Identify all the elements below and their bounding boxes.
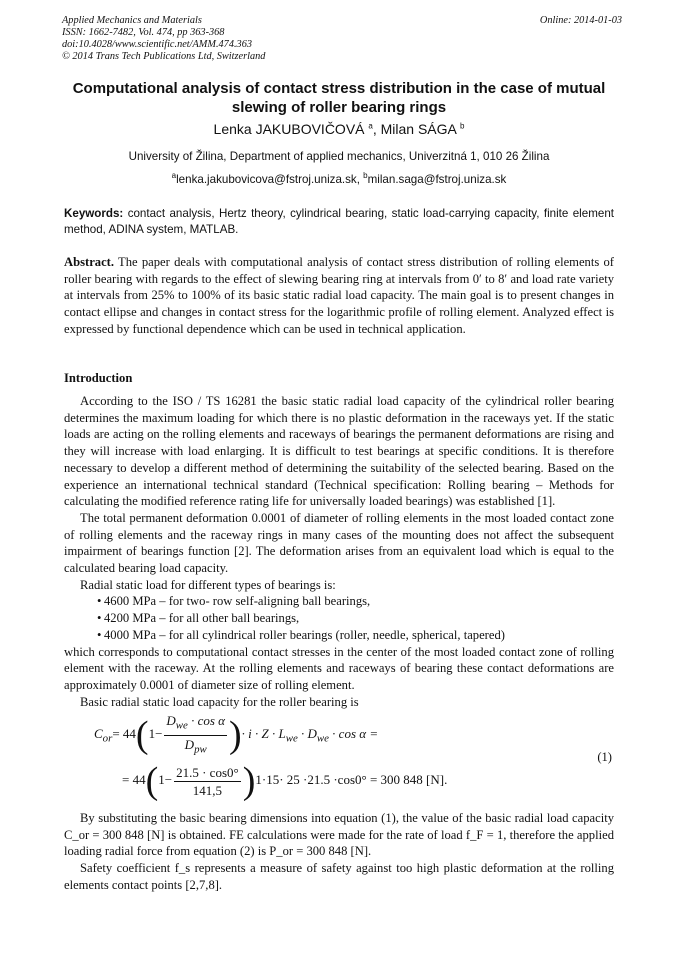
eq-text: · cos α	[187, 713, 225, 728]
eq-symbol: D	[166, 713, 176, 728]
eq-text: = 44	[112, 726, 136, 742]
equation-line-1	[94, 712, 378, 758]
email-superscript: a	[171, 171, 177, 180]
abstract-label: Abstract.	[64, 255, 115, 269]
post-equation-body	[64, 810, 614, 894]
left-paren-icon: (	[135, 714, 149, 757]
journal-header	[62, 15, 622, 63]
paragraph: which corresponds to computational contact stresses in the center of the most loaded contact zone of rolling element with the raceway. At the rolling elements and raceways of bearing these contact deformations are approximately 0.0001 of diameter size of rolling element.	[64, 644, 614, 692]
list-item-text: 4600 MPa – for two- row self-aligning ball bearings,	[104, 594, 371, 609]
copyright-line: © 2014 Trans Tech Publications Ltd, Switzerland	[62, 51, 266, 62]
eq-text: · i · Z · L	[241, 726, 286, 742]
bullet-list	[64, 593, 614, 643]
equation-line-2	[122, 762, 447, 800]
keywords	[64, 206, 614, 237]
eq-subscript: or	[102, 732, 113, 745]
paper-title: Computational analysis of contact stress distribution in the case of mutual slewing of roller bearing rings	[72, 80, 606, 116]
equation-1	[64, 712, 614, 812]
abstract-text: The paper deals with computational analysis of contact stress distribution of rolling elements of roller bearing with regards to the effect of slewing bearing ring at intervals from 0′ to 8′ and load rate variety at intervals from 25% to 100% of its basic static radial load capacity. The main goal is to present changes in contact ellipse and changes in contact stress for the logarithmic profile of rolling element. Analyzed effect is expressed by functional dependence which can be used in technical application.	[64, 255, 614, 336]
email-superscript: b	[363, 171, 368, 180]
list-item-text: 4000 MPa – for all cylindrical roller bearings (roller, needle, spherical, tapered)	[104, 627, 505, 642]
email-separator: ,	[356, 172, 364, 186]
eq-text: = 44	[122, 771, 146, 787]
eq-text: · D	[297, 726, 317, 742]
eq-fraction	[164, 712, 227, 758]
bullet-icon: •	[97, 611, 102, 626]
journal-name: Applied Mechanics and Materials	[62, 15, 202, 26]
affiliation: University of Žilina, Department of applied mechanics, Univerzitná 1, 010 26 Žilina	[128, 150, 550, 163]
paragraph: By substituting the basic bearing dimensions into equation (1), the value of the basic radial load capacity C_or = 300 848 [N] is obtained. FE calculations were made for the rate of load f_F = 1, therefore the applied loading radial force from equation (2) is P_or = 300 848 [N].	[64, 811, 614, 859]
online-date: Online: 2014-01-03	[539, 15, 622, 26]
equation-number: (1)	[597, 750, 612, 764]
bullet-icon: •	[97, 627, 102, 642]
author-superscript: a	[368, 121, 373, 131]
list-item	[64, 593, 614, 610]
doi-line: doi:10.4028/www.scientific.net/AMM.474.363	[62, 39, 252, 50]
email: milan.saga@fstroj.uniza.sk	[367, 172, 507, 186]
right-paren-icon: )	[228, 714, 242, 757]
keywords-text: contact analysis, Hertz theory, cylindrical bearing, static load-carrying capacity, finite element method, ADINA system, MATLAB.	[64, 207, 614, 236]
eq-symbol: C	[94, 726, 103, 742]
abstract	[64, 254, 614, 338]
author-name: Lenka JAKUBOVIČOVÁ	[213, 121, 365, 137]
eq-text: 1−	[148, 726, 163, 742]
list-item-text: 4200 MPa – for all other ball bearings,	[104, 611, 300, 626]
paragraph: Safety coefficient f_s represents a measure of safety against too high plastic deformation at the rolling elements contact points [2,7,8].	[64, 861, 614, 892]
eq-subscript: pw	[194, 743, 207, 756]
paragraph: According to the ISO / TS 16281 the basic static radial load capacity of the cylindrical roller bearing determines the maximum loading for which there is no plastic deformation in the raceways yet. If the static loads are acting on the rolling elements and raceways of bearings the permanent deformations are rising and they will increase with load enlarging. It is difficult to test bearings at specific conditions. It is therefore necessary to develop a different method of determining the suitability of the selected bearing. Based on the experience an international technical standard (Technical specification: Rolling bearing – Methods for calculating the modified reference rating life for universally loaded bearings) was established [1].	[64, 394, 614, 509]
right-paren-icon: )	[242, 760, 256, 802]
section-heading: Introduction	[64, 371, 133, 385]
eq-subscript: we	[285, 732, 298, 745]
eq-subscript: we	[175, 719, 188, 732]
eq-text: 1·15· 25 ·21.5 ·cos0° = 300 848 [N].	[255, 771, 448, 787]
paragraph: Radial static load for different types of bearings is:	[80, 577, 336, 592]
introduction-body	[64, 393, 614, 710]
list-item	[64, 610, 614, 627]
author-emails	[62, 171, 616, 186]
eq-numerator: 21.5 · cos0°	[176, 764, 239, 780]
eq-symbol: D	[184, 736, 195, 752]
eq-denominator: 141,5	[192, 782, 223, 798]
list-item	[64, 627, 614, 644]
author-list	[62, 121, 616, 137]
email: lenka.jakubovicova@fstroj.uniza.sk	[176, 172, 357, 186]
issn-line: ISSN: 1662-7482, Vol. 474, pp 363-368	[62, 27, 225, 38]
author-name: Milan SÁGA	[380, 121, 457, 137]
left-paren-icon: (	[145, 760, 159, 802]
eq-subscript: we	[316, 732, 329, 745]
paragraph: Basic radial static load capacity for the roller bearing is	[80, 694, 359, 709]
paragraph: The total permanent deformation 0.0001 of diameter of rolling elements in the most loaded contact zone of rolling elements and the raceway rings in many cases of the mounting does not affect the subsequent impairment of bearings function [2]. The deformation arises from an equivalent load which is equal to the calculated bearing load capacity.	[64, 510, 614, 576]
eq-fraction	[174, 764, 241, 799]
author-superscript: b	[460, 121, 465, 131]
eq-text: 1−	[158, 771, 173, 787]
keywords-label: Keywords:	[64, 207, 124, 220]
bullet-icon: •	[97, 594, 102, 609]
eq-text: · cos α =	[328, 726, 379, 742]
author-separator: ,	[372, 121, 381, 137]
